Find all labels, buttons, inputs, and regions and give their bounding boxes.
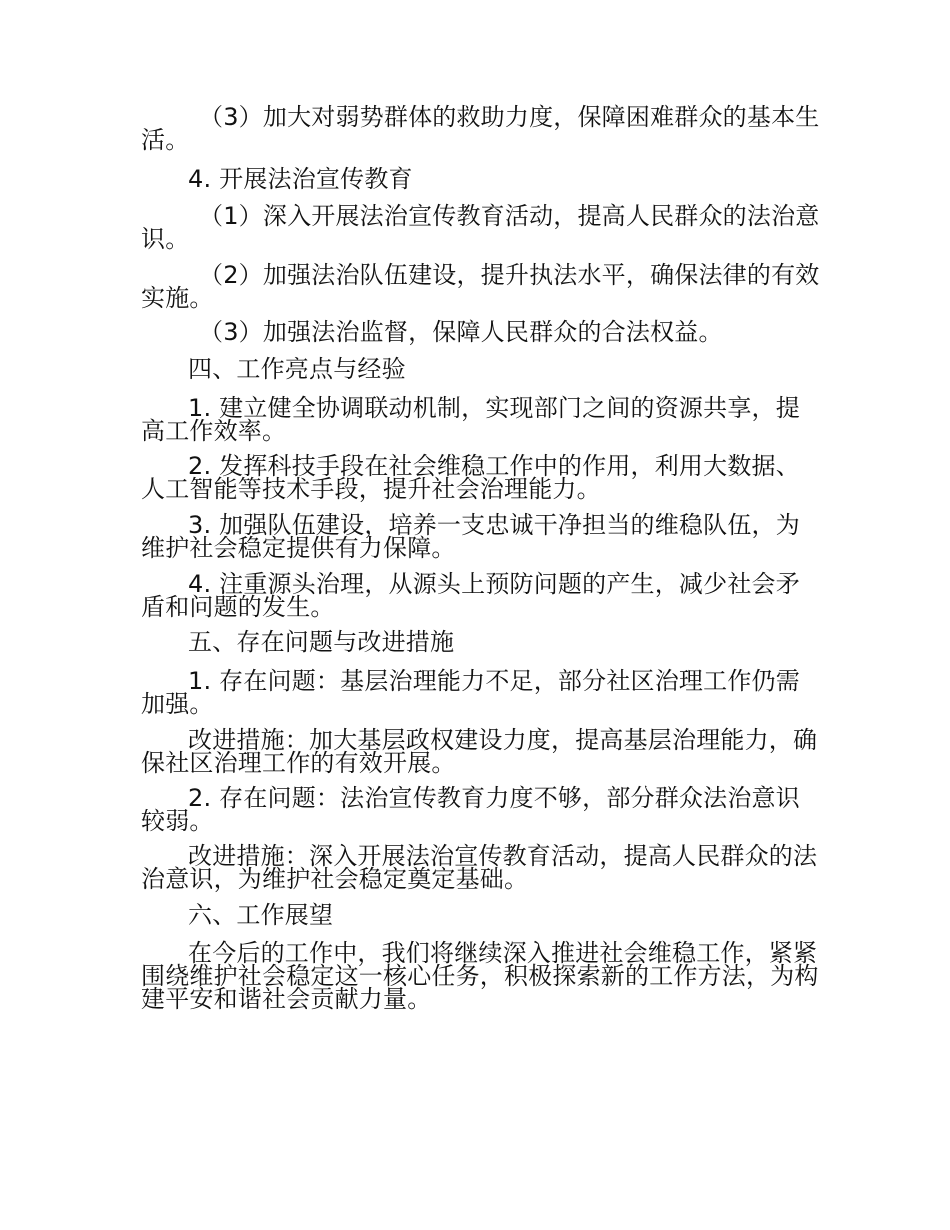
- heading-problems-improvements: 五、存在问题与改进措施: [188, 628, 455, 656]
- paragraph-legal-supervision: （3）加强法治监督，保障人民群众的合法权益。: [199, 318, 723, 346]
- heading-work-outlook: 六、工作展望: [188, 901, 334, 929]
- paragraph-problem-legal-education: 2. 存在问题：法治宣传教育力度不够，部分群众法治意识较弱。: [141, 784, 800, 835]
- paragraph-problem-grassroots: 1. 存在问题：基层治理能力不足，部分社区治理工作仍需加强。: [141, 667, 800, 718]
- heading-work-highlights: 四、工作亮点与经验: [188, 355, 406, 383]
- heading-legal-education: 4. 开展法治宣传教育: [188, 165, 413, 193]
- paragraph-source-governance: 4. 注重源头治理，从源头上预防问题的产生，减少社会矛盾和问题的发生。: [141, 570, 800, 621]
- paragraph-technology-means: 2. 发挥科技手段在社会维稳工作中的作用，利用大数据、人工智能等技术手段，提升社会治理能力。: [141, 452, 800, 503]
- paragraph-improvement-legal-education: 改进措施：深入开展法治宣传教育活动，提高人民群众的法治意识，为维护社会稳定奠定基础。: [141, 842, 818, 893]
- paragraph-work-outlook: 在今后的工作中，我们将继续深入推进社会维稳工作，紧紧围绕维护社会稳定这一核心任务，积极探索新的工作方法，为构建平安和谐社会贡献力量。: [141, 939, 819, 1013]
- paragraph-team-building: 3. 加强队伍建设，培养一支忠诚干净担当的维稳队伍，为维护社会稳定提供有力保障。: [141, 511, 800, 562]
- paragraph-improvement-grassroots: 改进措施：加大基层政权建设力度，提高基层治理能力，确保社区治理工作的有效开展。: [141, 726, 818, 777]
- paragraph-legal-education-activities: （1）深入开展法治宣传教育活动，提高人民群众的法治意识。: [141, 202, 820, 253]
- paragraph-coordination-mechanism: 1. 建立健全协调联动机制，实现部门之间的资源共享，提高工作效率。: [141, 394, 800, 445]
- paragraph-legal-team-building: （2）加强法治队伍建设，提升执法水平，确保法律的有效实施。: [141, 261, 820, 312]
- paragraph-relief-vulnerable-groups: （3）加大对弱势群体的救助力度，保障困难群众的基本生活。: [141, 103, 820, 154]
